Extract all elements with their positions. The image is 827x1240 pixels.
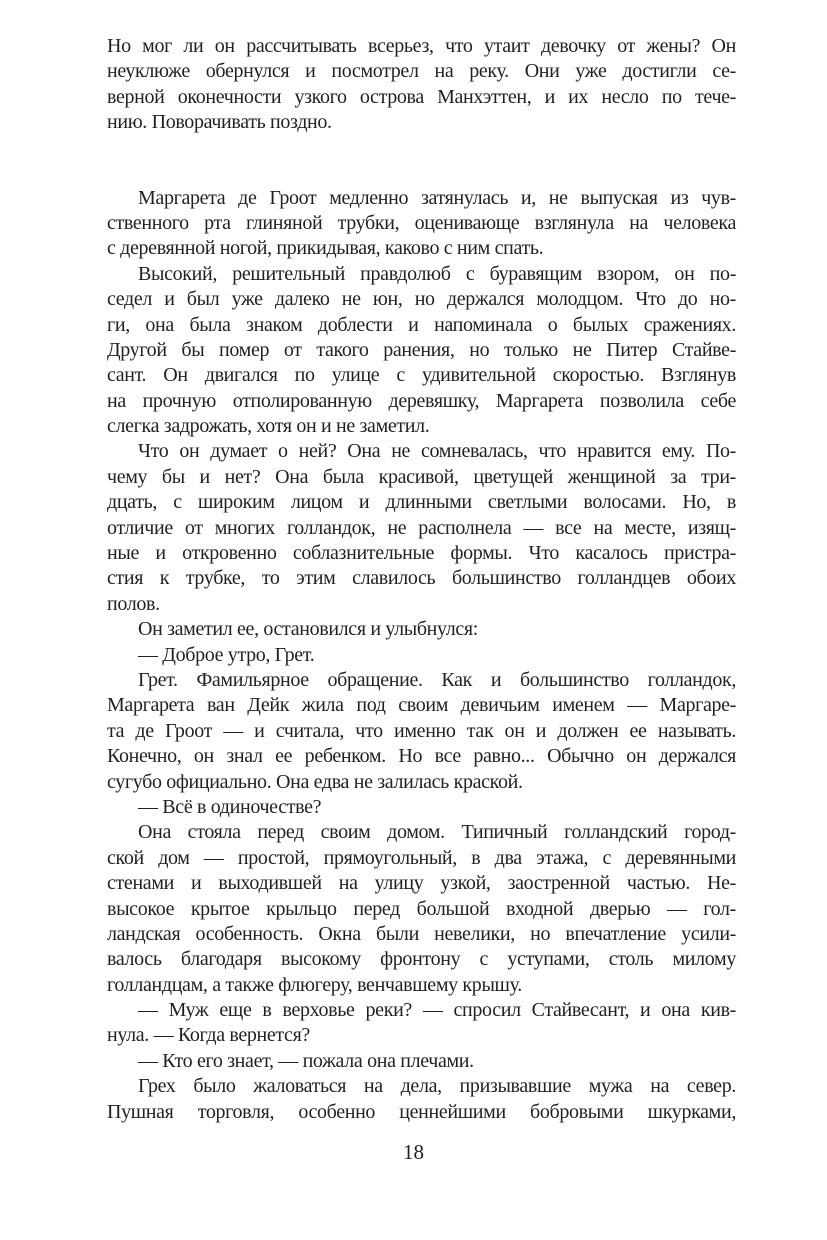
text-line: Маргарета ван Дейк жила под своим девичьим именем — Маргаре- [107, 694, 736, 717]
text-line: Грет. Фамильярное обращение. Как и большинство голландок, [138, 668, 736, 691]
text-line: слегка задрожать, хотя он и не заметил. [107, 415, 430, 438]
text-line: Другой бы помер от такого ранения, но только не Питер Стайве- [107, 338, 736, 361]
paragraph [107, 998, 736, 1049]
text-line: сант. Он двигался по улице с удивительной скоростью. Взглянув [107, 364, 736, 387]
paragraph [107, 643, 736, 668]
paragraph [107, 795, 736, 820]
paragraph [107, 1074, 736, 1125]
text-line: Что он думает о ней? Она не сомневалась, что нравится ему. По- [138, 440, 736, 463]
text-line: та де Гроот — и считала, что именно так он и должен ее называть. [107, 719, 736, 742]
text-line: голландцам, а также флюгеру, венчавшему крышу. [107, 973, 522, 996]
text-line: ги, она была знаком доблести и напоминала о былых сражениях. [107, 313, 736, 336]
text-line: отличие от многих голландок, не располнела — все на месте, изящ- [107, 516, 736, 539]
text-line: Грех было жаловаться на дела, призывавшие мужа на север. [138, 1075, 736, 1098]
text-line: — Муж еще в верховье реки? — спросил Стайвесант, и она кив- [138, 999, 736, 1022]
text-line: Пушная торговля, особенно ценнейшими бобровыми шкурками, [107, 1100, 736, 1123]
section-break [107, 136, 736, 186]
paragraph [107, 617, 736, 642]
paragraph [107, 262, 736, 440]
text-line: нула. — Когда вернется? [107, 1024, 310, 1047]
paragraph [107, 186, 736, 262]
text-line: стия к трубке, то этим славилось большинство голландцев обоих [107, 567, 736, 590]
paragraph [107, 668, 736, 795]
text-line: — Кто его знает, — пожала она плечами. [138, 1049, 474, 1072]
text-line: полов. [107, 592, 160, 615]
text-line: Она стояла перед своим домом. Типичный голландский город- [138, 821, 736, 844]
text-line: Он заметил ее, остановился и улыбнулся: [138, 618, 478, 641]
text-line: неуклюже обернулся и посмотрел на реку. Они уже достигли се- [107, 60, 736, 83]
text-line: нию. Поворачивать поздно. [107, 111, 332, 134]
text-line: седел и был уже далеко не юн, но держался молодцом. Что до но- [107, 288, 736, 311]
paragraph [107, 1049, 736, 1074]
text-line: Конечно, он знал ее ребенком. Но все равно... Обычно он держался [107, 745, 736, 768]
text-line: ландская особенность. Окна были невелики, но впечатление усили- [107, 922, 736, 945]
text-line: стенами и выходившей на улицу узкой, заостренной частью. Не- [107, 872, 736, 895]
text-line: валось благодаря высокому фронтону с уступами, столь милому [107, 948, 736, 971]
text-line: ской дом — простой, прямоугольный, в два этажа, с деревянными [107, 846, 736, 869]
text-line: — Доброе утро, Грет. [138, 643, 315, 666]
text-line: Но мог ли он рассчитывать всерьез, что утаит девочку от жены? Он [107, 35, 736, 57]
text-line: Маргарета де Гроот медленно затянулась и, не выпуская из чув- [138, 186, 736, 209]
page-body [107, 34, 736, 1125]
text-line: на прочную отполированную деревяшку, Маргарета позволила себе [107, 389, 736, 412]
text-line: ные и откровенно соблазнительные формы. Что касалось пристра- [107, 542, 736, 565]
text-line: Высокий, решительный правдолюб с буравящим взором, он по- [138, 262, 736, 285]
page-number: 18 [403, 1140, 424, 1164]
text-line: с деревянной ногой, прикидывая, каково с ним спать. [107, 237, 544, 260]
text-line: сугубо официально. Она едва не залилась краской. [107, 770, 523, 793]
text-line: верной оконечности узкого острова Манхэттен, и их несло по тече- [107, 85, 736, 108]
paragraph [107, 820, 736, 998]
text-line: высокое крытое крыльцо перед большой входной дверью — гол- [107, 897, 736, 920]
text-line: дцать, с широким лицом и длинными светлыми волосами. Но, в [107, 491, 736, 514]
paragraph [107, 439, 736, 617]
paragraph [107, 34, 736, 136]
text-line: — Всё в одиночестве? [138, 795, 322, 818]
text-line: ственного рта глиняной трубки, оценивающе взглянула на человека [107, 211, 736, 234]
text-line: чему бы и нет? Она была красивой, цветущей женщиной за три- [107, 465, 736, 488]
